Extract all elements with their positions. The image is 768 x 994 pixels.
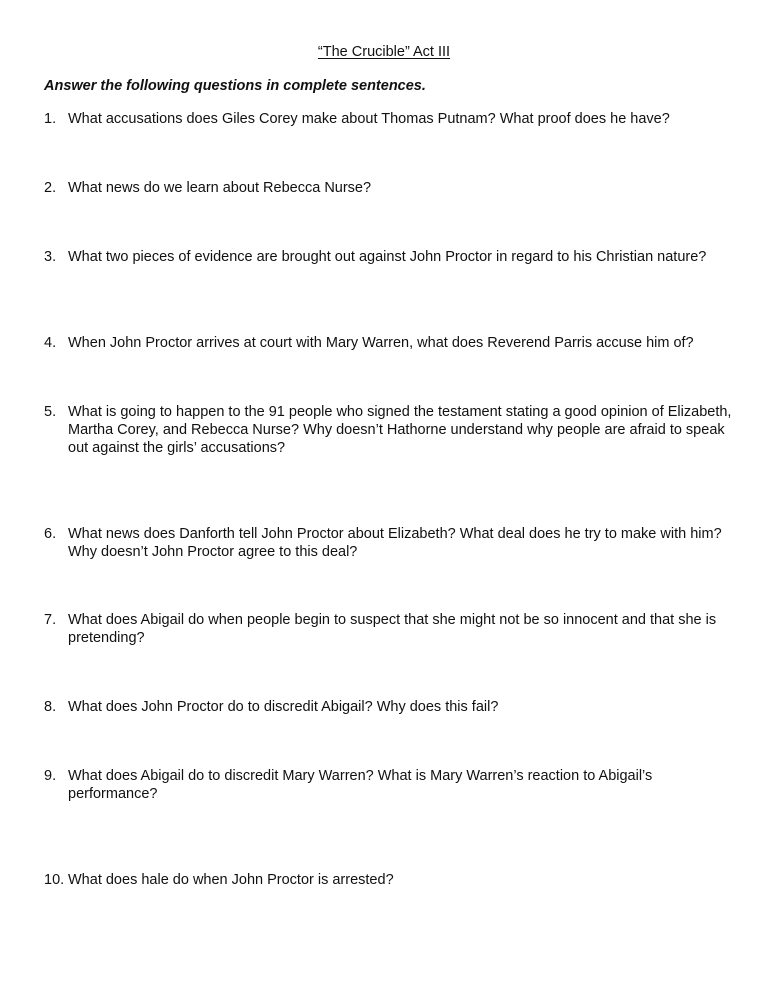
instructions: Answer the following questions in complete sentences. bbox=[44, 78, 426, 94]
question-1 bbox=[44, 110, 744, 128]
question-2 bbox=[44, 179, 744, 197]
question-6 bbox=[44, 525, 744, 561]
question-number: 10. bbox=[44, 872, 65, 888]
question-number: 9. bbox=[44, 768, 57, 784]
question-10 bbox=[44, 871, 744, 889]
question-9 bbox=[44, 767, 744, 803]
question-number: 2. bbox=[44, 180, 57, 196]
question-number: 4. bbox=[44, 335, 57, 351]
question-text: What news does Danforth tell John Proctor about Elizabeth? What deal does he try to make with him? Why doesn’t John Proctor agree to this deal? bbox=[68, 526, 722, 560]
question-text: What does John Proctor do to discredit Abigail? Why does this fail? bbox=[68, 699, 499, 715]
question-3 bbox=[44, 248, 744, 266]
document-title: “The Crucible” Act III bbox=[317, 44, 451, 60]
question-text: When John Proctor arrives at court with Mary Warren, what does Reverend Parris accuse him of? bbox=[68, 335, 694, 351]
question-text: What does Abigail do when people begin to suspect that she might not be so innocent and that she is pretending? bbox=[68, 612, 717, 646]
question-text: What news do we learn about Rebecca Nurse? bbox=[68, 180, 372, 196]
question-text: What is going to happen to the 91 people who signed the testament stating a good opinion of Elizabeth, Martha Corey, and Rebecca Nurse? Why doesn’t Hathorne understand why people are afraid to speak out against the girls’ accusations? bbox=[68, 404, 732, 456]
question-number: 7. bbox=[44, 612, 57, 628]
question-number: 3. bbox=[44, 249, 57, 265]
question-text: What does hale do when John Proctor is arrested? bbox=[68, 872, 394, 888]
question-number: 1. bbox=[44, 111, 57, 127]
question-4 bbox=[44, 334, 744, 352]
question-number: 5. bbox=[44, 404, 57, 420]
question-number: 8. bbox=[44, 699, 57, 715]
question-7 bbox=[44, 611, 744, 647]
question-text: What accusations does Giles Corey make about Thomas Putnam? What proof does he have? bbox=[68, 111, 670, 127]
question-5 bbox=[44, 403, 744, 457]
question-text: What two pieces of evidence are brought out against John Proctor in regard to his Christian nature? bbox=[68, 249, 707, 265]
question-text: What does Abigail do to discredit Mary Warren? What is Mary Warren’s reaction to Abigail’s performance? bbox=[68, 768, 653, 802]
question-8 bbox=[44, 698, 744, 716]
question-number: 6. bbox=[44, 526, 57, 542]
